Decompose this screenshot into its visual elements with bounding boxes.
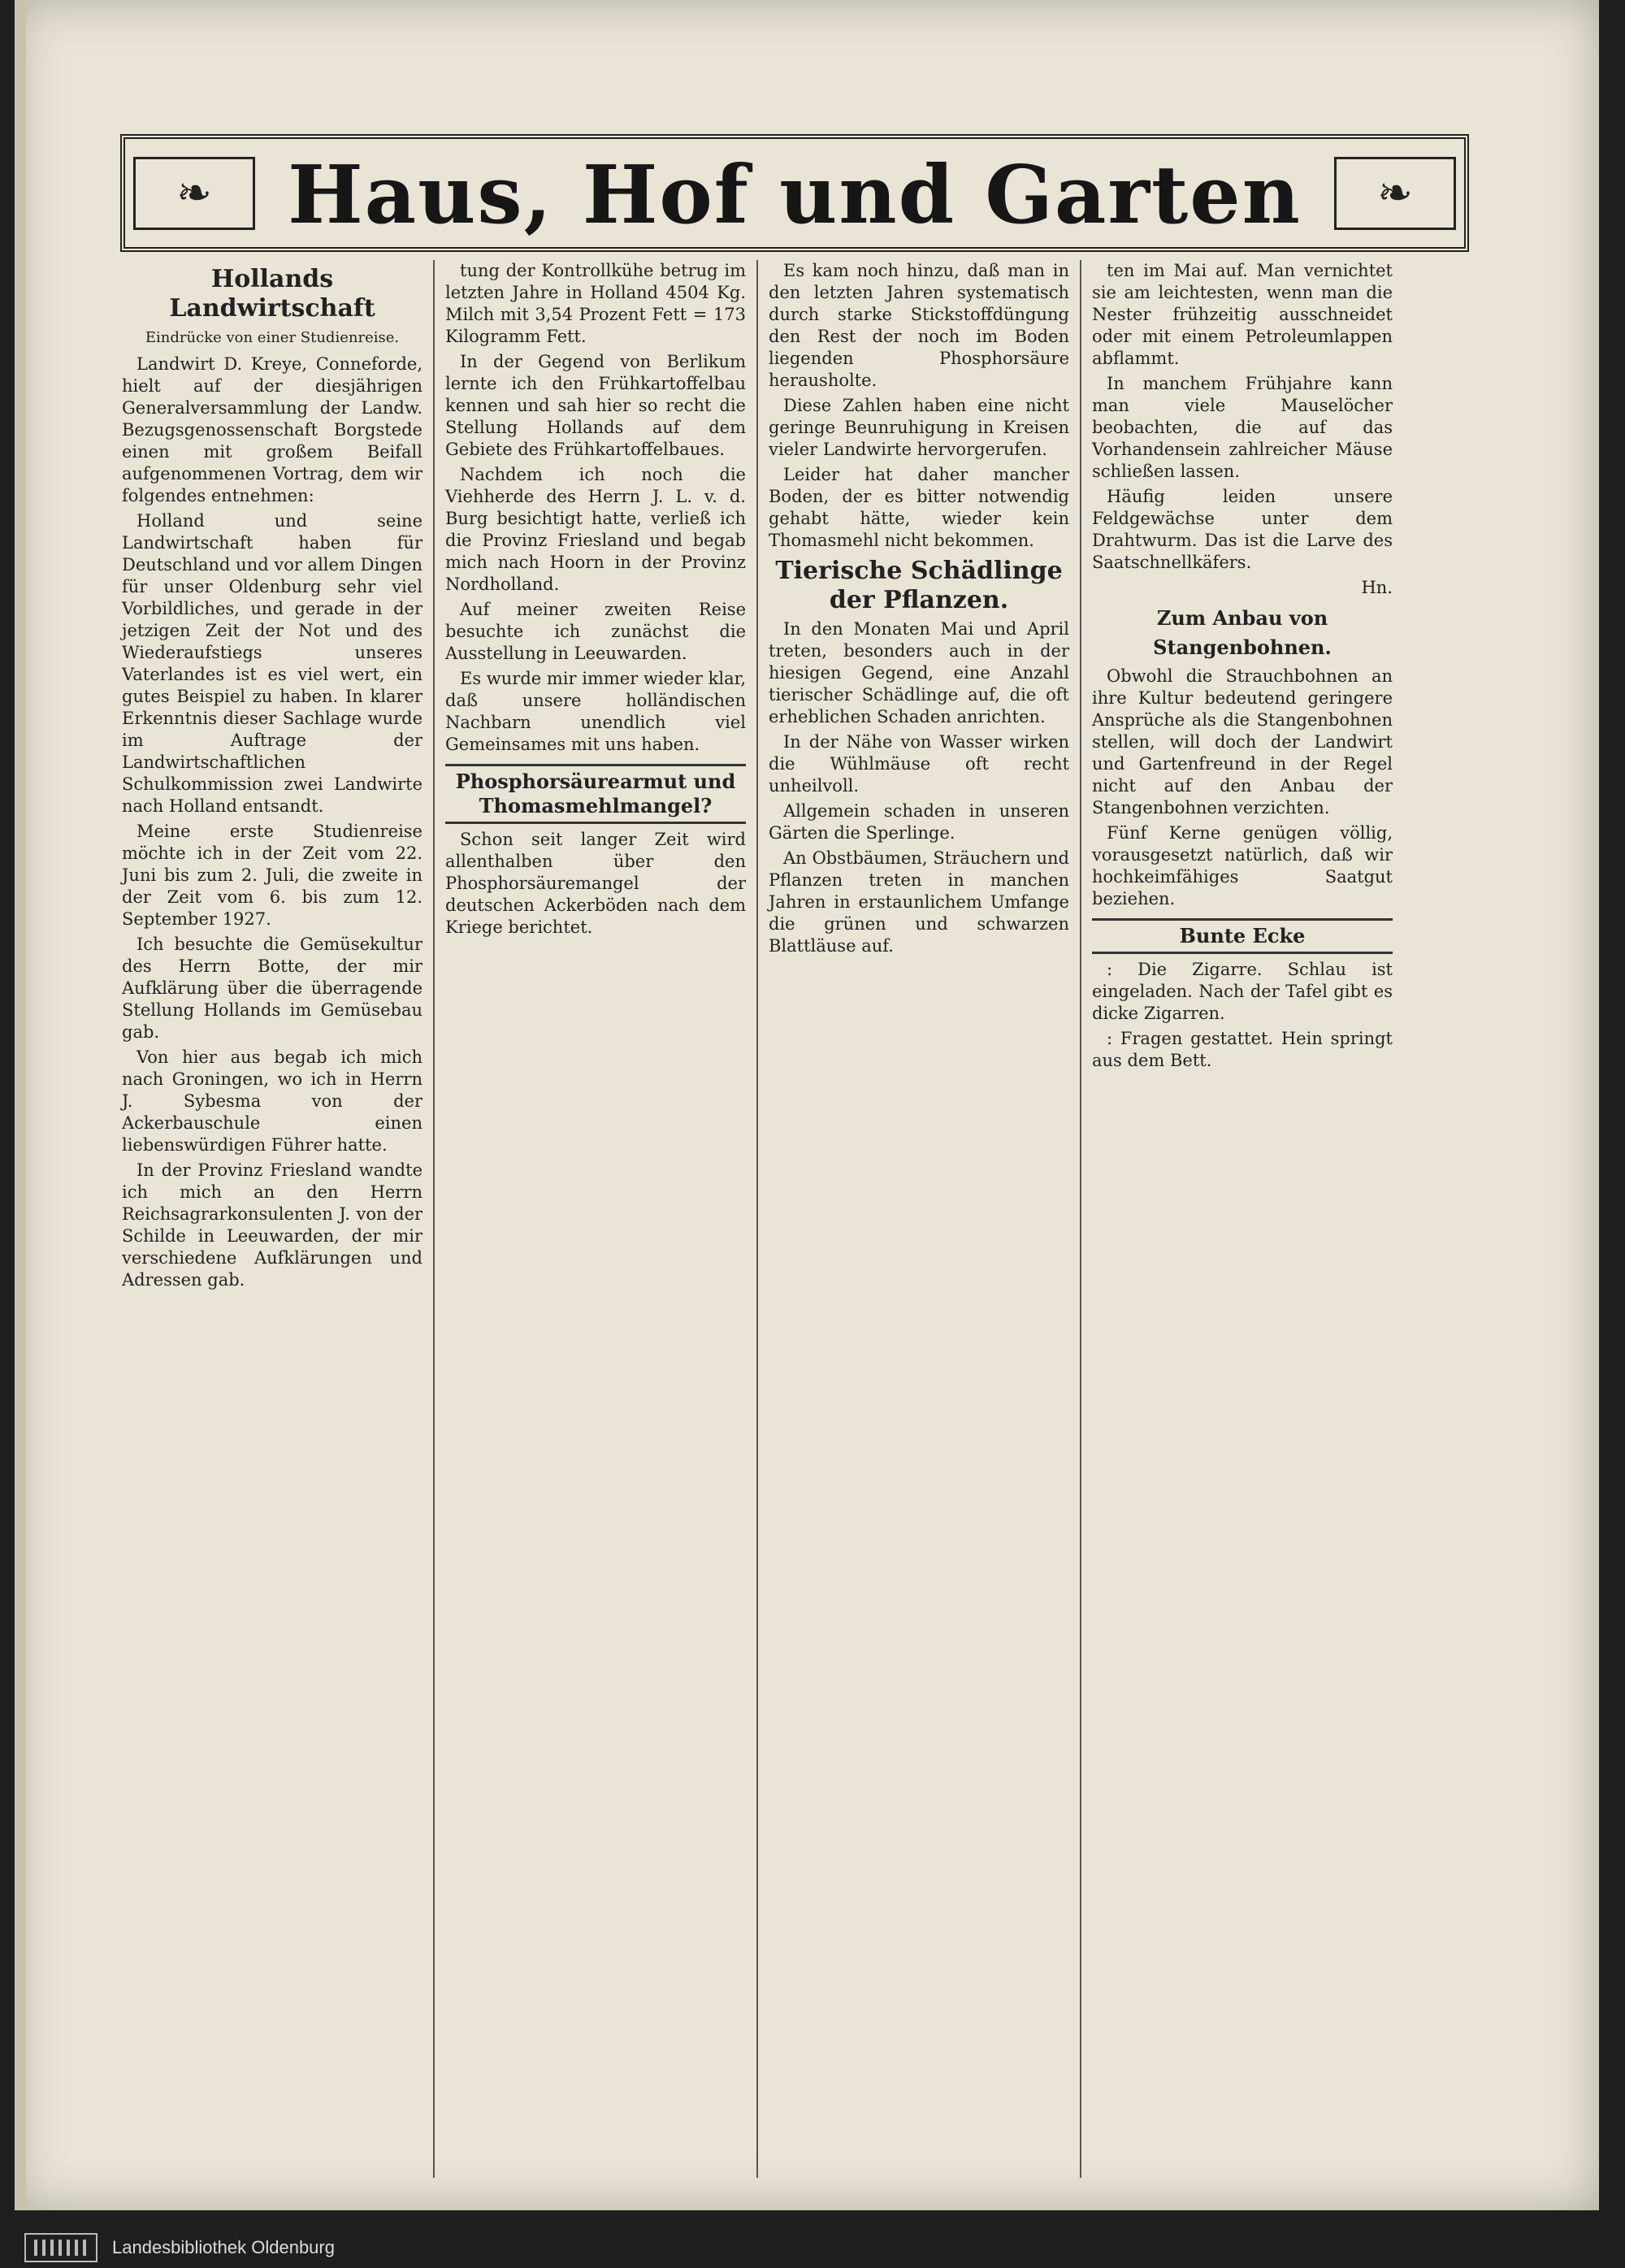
paragraph: Holland und seine Landwirtschaft haben für Deutschland und vor allem Dingen für unser Oldenburg sehr viel Vorbildliches, und gerade in der jetzigen Zeit der Not und des Wiederaufstiegs unseres Vaterlandes ist es viel wert, ein gutes Beispiel zu haben. In klarer Erkenntnis dieser Sachlage wurde im Auftrage der Landwirtschaftlichen Schulkommission zwei Landwirte nach Holland entsandt. — [122, 511, 423, 816]
ornament-left-icon: ❧ — [133, 157, 255, 230]
column-4 — [1092, 260, 1393, 1075]
paragraph: Allgemein schaden in unseren Gärten die Sperlinge. — [769, 801, 1069, 843]
author-signature: Hn. — [1361, 578, 1393, 597]
column-3 — [769, 260, 1069, 961]
paragraph: ten im Mai auf. Man vernichtet sie am leichtesten, wenn man die Nester frühzeitig ausschneidet oder mit einem Petroleumlappen abflammt. — [1092, 261, 1393, 368]
paragraph: Leider hat daher mancher Boden, der es bitter notwendig gehabt hätte, wieder kein Thomasmehl nicht bekommen. — [769, 465, 1069, 550]
newspaper-page — [15, 0, 1599, 2210]
boxed-heading: Phosphorsäurearmut und Thomasmehlmangel? — [445, 764, 746, 824]
paragraph: : Fragen gestattet. Hein springt aus dem Bett. — [1092, 1029, 1393, 1070]
paragraph: Fünf Kerne genügen völlig, vorausgesetzt natürlich, daß wir hochkeimfähiges Saatgut beziehen. — [1092, 823, 1393, 909]
section-masthead — [120, 134, 1469, 252]
paragraph: Ich besuchte die Gemüsekultur des Herrn Botte, der mir Aufklärung über die überragende Stellung Hollands im Gemüsebau gab. — [122, 935, 422, 1042]
paragraph: Es wurde mir immer wieder klar, daß unsere holländischen Nachbarn unendlich viel Gemeinsames mit uns haben. — [445, 669, 746, 754]
column-rule — [756, 260, 758, 2178]
ornament-right-icon: ❧ — [1334, 157, 1456, 230]
section-title: Haus, Hof und Garten — [288, 149, 1302, 242]
viewer-footer — [0, 2227, 1625, 2268]
paragraph: In der Nähe von Wasser wirken die Wühlmäuse oft recht unheilvoll. — [769, 732, 1069, 796]
paragraph: Meine erste Studienreise möchte ich in der Zeit vom 22. Juni bis zum 2. Juli, die zweite in der Zeit vom 6. bis zum 12. September 1927. — [122, 822, 422, 929]
boxed-heading: Bunte Ecke — [1092, 918, 1393, 954]
library-logo-icon — [24, 2233, 98, 2262]
paragraph: Nachdem ich noch die Viehherde des Herrn J. L. v. d. Burg besichtigt hatte, verließ ich die Provinz Friesland und begab mich nach Hoorn in der Provinz Nordholland. — [445, 465, 746, 594]
paragraph: Schon seit langer Zeit wird allenthalben über den Phosphorsäuremangel der deutschen Ackerböden nach dem Kriege berichtet. — [445, 830, 746, 937]
paragraph: An Obstbäumen, Sträuchern und Pflanzen treten in manchen Jahren in erstaunlichem Umfange die grünen und schwarzen Blattläuse auf. — [769, 848, 1069, 956]
paragraph: tung der Kontrollkühe betrug im letzten Jahre in Holland 4504 Kg. Milch mit 3,54 Prozent Fett = 173 Kilogramm Fett. — [445, 261, 746, 346]
paragraph: In der Provinz Friesland wandte ich mich an den Herrn Reichsagrarkonsulenten J. von der Schilde in Leeuwarden, der mir verschiedene Aufklärungen und Adressen gab. — [122, 1160, 422, 1290]
paragraph: Auf meiner zweiten Reise besuchte ich zunächst die Ausstellung in Leeuwarden. — [445, 600, 746, 663]
article-heading: Zum Anbau von Stangenbohnen. — [1153, 606, 1332, 659]
column-rule — [433, 260, 435, 2178]
page-edge — [15, 0, 26, 2210]
paragraph: Obwohl die Strauchbohnen an ihre Kultur bedeutend geringere Ansprüche als die Stangenbohnen stellen, will doch der Landwirt und Gartenfreund in der Regel nicht auf den Anbau der Stangenbohnen verzichten. — [1092, 666, 1393, 817]
paragraph: Es kam noch hinzu, daß man in den letzten Jahren systematisch durch starke Stickstoffdüngung den Rest der noch im Boden liegenden Phosphorsäure herausholte. — [769, 261, 1069, 390]
article-subheading: Eindrücke von einer Studienreise. — [145, 329, 400, 346]
article-heading: Tierische Schädlinge der Pflanzen. — [775, 557, 1063, 614]
paragraph: In den Monaten Mai und April treten, besonders auch in der hiesigen Gegend, eine Anzahl tierischer Schädlinge auf, die oft erheblichen Schaden anrichten. — [769, 619, 1069, 726]
column-rule — [1080, 260, 1081, 2178]
library-name: Landesbibliothek Oldenburg — [112, 2236, 335, 2257]
paragraph: In der Gegend von Berlikum lernte ich den Frühkartoffelbau kennen und sah hier so recht die Stellung Hollands auf dem Gebiete des Frühkartoffelbaues. — [445, 352, 746, 459]
paragraph: In manchem Frühjahre kann man viele Mauselöcher beobachten, die auf das Vorhandensein zahlreicher Mäuse schließen lassen. — [1092, 374, 1393, 481]
paragraph: : Die Zigarre. Schlau ist eingeladen. Nach der Tafel gibt es dicke Zigarren. — [1092, 960, 1393, 1023]
paragraph: Diese Zahlen haben eine nicht geringe Beunruhigung in Kreisen vieler Landwirte hervorgerufen. — [769, 396, 1069, 459]
paragraph: Von hier aus begab ich mich nach Groningen, wo ich in Herrn J. Sybesma von der Ackerbauschule einen liebenswürdigen Führer hatte. — [122, 1047, 422, 1155]
paragraph: Landwirt D. Kreye, Conneforde, hielt auf der diesjährigen Generalversammlung der Landw. Bezugsgenossenschaft Borgstede einen mit großem Beifall aufgenommenen Vortrag, dem wir folgendes entnehmen: — [122, 354, 422, 505]
column-1 — [122, 260, 422, 1294]
article-heading: Hollands Landwirtschaft — [169, 265, 375, 323]
column-2 — [445, 260, 746, 942]
paragraph: Häufig leiden unsere Feldgewächse unter dem Drahtwurm. Das ist die Larve des Saatschnellkäfers. — [1092, 487, 1393, 572]
